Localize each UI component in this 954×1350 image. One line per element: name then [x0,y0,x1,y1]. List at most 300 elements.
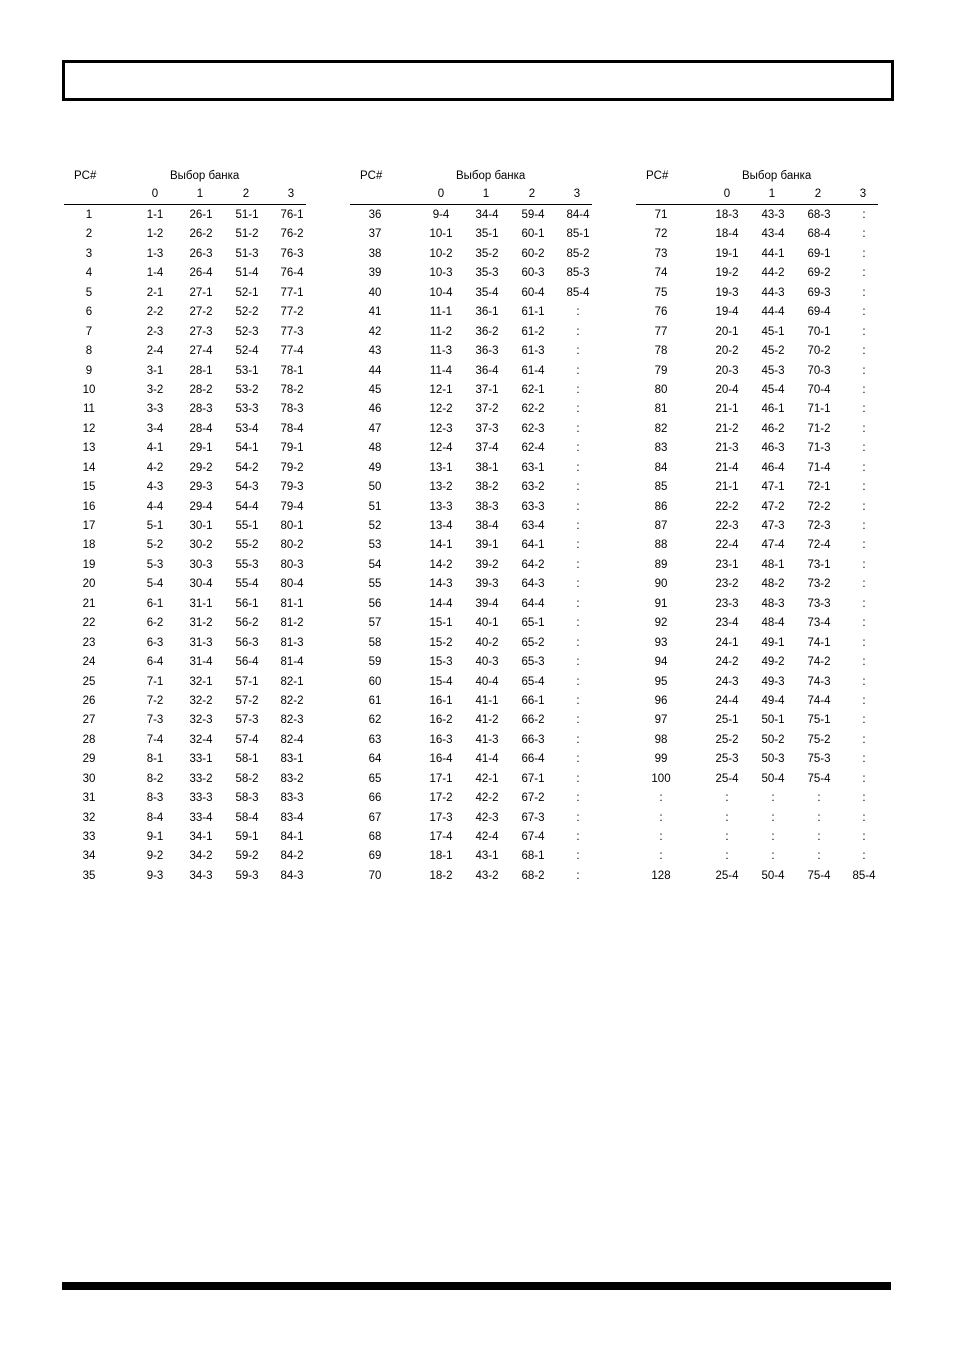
bank-0-value: 19-4 [715,306,739,319]
bank-3-value: : [862,461,866,474]
pc-number: 73 [654,247,668,260]
table-row [636,381,878,400]
bank-0-value: 4-4 [146,500,164,513]
pc-number: 98 [654,733,668,746]
bank-2-value: 67-2 [521,792,545,805]
bank-1-value: 41-4 [475,753,499,766]
pc-number: 46 [368,403,382,416]
bank-3-value: : [576,403,580,416]
bank-1-value: 29-4 [189,500,213,513]
table-row [350,459,592,478]
pc-number: : [659,850,663,863]
bank-0-value: 7-1 [146,675,164,688]
bank-3-value: 82-3 [280,714,304,727]
bank-0-value: 13-3 [429,500,453,513]
pc-number: 82 [654,422,668,435]
table-row [64,381,306,400]
table-row [64,847,306,866]
pc-number: 49 [368,461,382,474]
bank-3-value: : [576,520,580,532]
bank-select-header: Выбор банка [170,170,240,182]
bank-2-value: 60-2 [521,247,545,260]
bank-1-value: 39-1 [475,539,499,552]
bank-0-value: 16-3 [429,733,453,746]
bank-2-value: 58-4 [235,811,259,824]
bank-1-value: : [771,792,775,805]
bank-0-value: 4-3 [146,481,164,494]
bank-0-value: 6-3 [146,636,164,649]
table-row [636,362,878,381]
pc-number: 99 [654,753,668,766]
bank-3-value: 80-3 [280,558,304,571]
table-row [636,770,878,789]
bank-3-value: 76-2 [280,228,304,241]
bank-3-value: 81-2 [280,617,304,630]
pc-number: 27 [82,714,96,727]
bank-0-value: 4-1 [146,442,164,455]
table-row [636,536,878,555]
pc-number: 68 [368,831,382,843]
bank-3-value: : [576,772,580,785]
bank-0-value: 9-4 [432,209,450,221]
bank-0-value: 16-2 [429,714,453,727]
bank-3-value: : [862,286,866,299]
table-rows [350,206,592,886]
bank-0-value: 18-1 [429,850,453,863]
bank-0-value: 12-4 [429,442,453,455]
bank-0-value: 14-3 [429,578,453,591]
bank-2-value: 69-1 [807,247,831,260]
bank-3-value: 77-4 [280,345,304,358]
bank-0-value: 25-3 [715,753,739,766]
bank-2-value: 65-3 [521,656,545,669]
pc-number: 53 [368,539,382,552]
bank-1-value: 38-2 [475,481,499,494]
bank-3-value: : [576,656,580,669]
bank-0-value: 2-1 [146,286,164,299]
pc-number: 56 [368,597,382,610]
bank-1-value: 38-1 [475,461,499,474]
pc-number: 64 [368,753,382,766]
bank-0-value: 6-4 [146,656,164,669]
bank-2-value: 68-1 [521,850,545,863]
bank-3-value: : [862,500,866,513]
bank-1-value: 38-3 [475,500,499,513]
bank-3-value: : [862,558,866,571]
bank-1-value: 39-3 [475,578,499,591]
bank-0-value: 14-2 [429,558,453,571]
bank-3-value: : [576,753,580,766]
table-row [636,750,878,769]
table-column-3 [636,168,878,886]
table-row [64,614,306,633]
pc-number: 96 [654,694,668,707]
bank-select-header: Выбор банка [456,170,526,182]
pc-header: PC# [646,170,669,182]
pc-number: 92 [654,617,668,630]
bank-2-value: 61-1 [521,306,545,319]
bank-3-value: : [576,442,580,455]
table-row [350,439,592,458]
bank-1-value: 31-1 [189,597,213,610]
bank-0-value: 20-4 [715,383,739,396]
pc-number: 10 [82,383,96,396]
pc-number: 69 [368,850,382,863]
pc-number: 76 [654,306,668,319]
table-row [350,673,592,692]
bank-1-value: 34-1 [189,831,213,843]
bank-2-value: 60-4 [521,286,545,299]
bank-2-value: 54-3 [235,481,259,494]
pc-number: 15 [82,481,96,494]
pc-number: 61 [368,694,382,707]
pc-number: 78 [654,345,668,358]
bank-3-value: 76-1 [280,209,304,221]
pc-number: 57 [368,617,382,630]
bank-0-value: 2-4 [146,345,164,358]
table-row [350,847,592,866]
bank-1-value: 42-4 [475,831,499,843]
bank-1-value: 40-1 [475,617,499,630]
bank-0-value: 19-3 [715,286,739,299]
bank-0-value: 23-4 [715,617,739,630]
bank-2-value: 69-2 [807,267,831,280]
bank-1-value: 37-2 [475,403,499,416]
bank-1-value: 35-1 [475,228,499,241]
bank-0-value: 18-4 [715,228,739,241]
table-row [636,225,878,244]
bank-col-2: 2 [528,188,536,200]
pc-number: 3 [85,247,93,260]
table-row [64,225,306,244]
table-row [636,614,878,633]
table-row [636,420,878,439]
bank-2-value: 53-3 [235,403,259,416]
pc-number: 81 [654,403,668,416]
pc-number: 54 [368,558,382,571]
bank-0-value: 12-1 [429,383,453,396]
table-row [350,809,592,828]
bank-3-value: : [862,345,866,358]
bank-3-value: 82-1 [280,675,304,688]
bank-1-value: 29-1 [189,442,213,455]
pc-number: 50 [368,481,382,494]
pc-number: 5 [85,286,93,299]
bank-3-value: 81-1 [280,597,304,610]
table-row [350,595,592,614]
bank-1-value: 47-1 [761,481,785,494]
bank-3-value: : [862,753,866,766]
bank-3-value: 78-1 [280,364,304,377]
pc-number: 38 [368,247,382,260]
table-row [64,575,306,594]
bank-3-value: 78-2 [280,383,304,396]
table-row [64,867,306,886]
bank-2-value: : [817,792,821,805]
bank-2-value: 72-1 [807,481,831,494]
pc-number: 94 [654,656,668,669]
bank-2-value: : [817,831,821,843]
bank-3-value: 79-1 [280,442,304,455]
pc-number: : [659,792,663,805]
bank-2-value: 71-1 [807,403,831,416]
bank-1-value: 32-4 [189,733,213,746]
bank-0-value: 20-2 [715,345,739,358]
bank-3-value: 80-2 [280,539,304,552]
bank-0-value: 20-3 [715,364,739,377]
bank-1-value: 30-3 [189,558,213,571]
bank-3-value: : [862,694,866,707]
bank-2-value: 73-3 [807,597,831,610]
table-row [636,206,878,225]
bank-1-value: 31-4 [189,656,213,669]
bank-2-value: 52-4 [235,345,259,358]
pc-number: 86 [654,500,668,513]
bank-1-value: 30-2 [189,539,213,552]
bank-1-value: 50-1 [761,714,785,727]
bank-1-value: 49-1 [761,636,785,649]
bank-1-value: 39-2 [475,558,499,571]
bank-3-value: : [576,306,580,319]
bank-1-value: 29-3 [189,481,213,494]
bank-0-value: 15-4 [429,675,453,688]
bank-0-value: 25-4 [715,772,739,785]
bank-1-value: 44-3 [761,286,785,299]
bank-3-value: 76-4 [280,267,304,280]
table-row [350,692,592,711]
bank-0-value: 9-1 [146,831,164,843]
table-rows [636,206,878,886]
bank-2-value: 62-3 [521,422,545,435]
table-row [64,459,306,478]
bank-2-value: 61-2 [521,325,545,338]
bank-2-value: 67-1 [521,772,545,785]
pc-number: 84 [654,461,668,474]
bank-1-value: 35-3 [475,267,499,280]
bank-0-value: 10-2 [429,247,453,260]
bank-3-value: 85-3 [566,267,590,280]
bank-1-value: 38-4 [475,520,499,532]
table-row [350,575,592,594]
bank-0-value: 21-2 [715,422,739,435]
pc-number: 77 [654,325,668,338]
bank-0-value: 21-1 [715,403,739,416]
bank-2-value: 51-2 [235,228,259,241]
bank-1-value: 41-2 [475,714,499,727]
table-row [64,342,306,361]
bank-0-value: 19-1 [715,247,739,260]
bank-3-value: : [576,869,580,882]
table-row [350,323,592,342]
bank-3-value: 79-3 [280,481,304,494]
table-row [350,420,592,439]
table-row [636,789,878,808]
bank-2-value: 53-1 [235,364,259,377]
bank-0-value: 24-4 [715,694,739,707]
bank-0-value: 7-2 [146,694,164,707]
bank-3-value: : [862,209,866,221]
table-row [350,245,592,264]
bank-0-value: 19-2 [715,267,739,280]
bank-2-value: 66-3 [521,733,545,746]
bank-2-value: 64-3 [521,578,545,591]
pc-header: PC# [74,170,97,182]
table-row [636,867,878,886]
bank-0-value: 11-2 [429,325,453,338]
bank-1-value: 43-1 [475,850,499,863]
bank-0-value: 15-2 [429,636,453,649]
bank-1-value: 47-2 [761,500,785,513]
table-row [350,770,592,789]
bank-3-value: : [576,694,580,707]
pc-number: 32 [82,811,96,824]
bank-3-value: : [576,500,580,513]
pc-number: 59 [368,656,382,669]
bank-1-value: 34-4 [475,209,499,221]
bank-1-value: 42-3 [475,811,499,824]
bank-3-value: : [862,733,866,746]
table-row [350,750,592,769]
pc-number: : [659,811,663,824]
pc-number: 93 [654,636,668,649]
pc-number: 128 [651,869,671,882]
bank-0-value: 16-4 [429,753,453,766]
bank-0-value: 1-4 [146,267,164,280]
bank-2-value: 68-2 [521,869,545,882]
table-row [350,206,592,225]
bank-2-value: 75-4 [807,869,831,882]
bank-3-value: : [862,247,866,260]
bank-0-value: 3-3 [146,403,164,416]
bank-3-value: 85-4 [566,286,590,299]
pc-number: 58 [368,636,382,649]
bank-1-value: 32-3 [189,714,213,727]
bank-3-value: : [862,539,866,552]
table-header [636,168,878,186]
pc-number: 12 [82,422,96,435]
pc-number: 67 [368,811,382,824]
bank-3-value: : [862,364,866,377]
pc-number: 19 [82,558,96,571]
bank-1-value: 37-4 [475,442,499,455]
table-row [350,362,592,381]
bank-3-value: 83-4 [280,811,304,824]
bank-3-value: 81-4 [280,656,304,669]
bank-0-value: 6-2 [146,617,164,630]
bank-2-value: 59-3 [235,869,259,882]
bank-2-value: 74-1 [807,636,831,649]
table-row [636,303,878,322]
bank-1-value: 27-1 [189,286,213,299]
bank-0-value: 24-1 [715,636,739,649]
pc-number: 41 [368,306,382,319]
table-row [64,750,306,769]
pc-number: 8 [85,345,93,358]
pc-number: 45 [368,383,382,396]
bank-2-value: 73-2 [807,578,831,591]
pc-number: 75 [654,286,668,299]
pc-number: 20 [82,578,96,591]
pc-number: 100 [651,772,671,785]
table-row [636,323,878,342]
bank-1-value: 33-3 [189,792,213,805]
bank-0-value: 8-3 [146,792,164,805]
table-row [636,711,878,730]
table-row [350,653,592,672]
bank-3-value: : [862,403,866,416]
bank-1-value: 49-3 [761,675,785,688]
bank-1-value: : [771,811,775,824]
bank-1-value: 45-3 [761,364,785,377]
bank-2-value: : [817,811,821,824]
bank-2-value: 59-2 [235,850,259,863]
bank-col-0: 0 [151,188,159,200]
bank-3-value: : [576,675,580,688]
bank-2-value: 64-4 [521,597,545,610]
bank-2-value: 53-4 [235,422,259,435]
bank-1-value: 34-2 [189,850,213,863]
bank-3-value: 82-4 [280,733,304,746]
bank-2-value: 74-2 [807,656,831,669]
table-row [636,575,878,594]
bank-subheader [636,186,878,205]
bank-1-value: 41-1 [475,694,499,707]
bank-0-value: 9-3 [146,869,164,882]
bank-3-value: : [862,422,866,435]
bank-1-value: 42-2 [475,792,499,805]
table-row [350,634,592,653]
bank-0-value: 17-1 [429,772,453,785]
bank-2-value: 61-4 [521,364,545,377]
table-row [350,828,592,847]
bank-3-value: 77-3 [280,325,304,338]
bank-1-value: 48-3 [761,597,785,610]
table-row [350,264,592,283]
bank-2-value: 65-1 [521,617,545,630]
table-row [636,498,878,517]
bank-3-value: : [576,617,580,630]
bank-1-value: 45-1 [761,325,785,338]
bank-0-value: 11-3 [429,345,453,358]
pc-number: 39 [368,267,382,280]
bank-1-value: 50-4 [761,772,785,785]
pc-number: 60 [368,675,382,688]
bank-col-3: 3 [287,188,295,200]
bank-2-value: 69-3 [807,286,831,299]
pc-number: 14 [82,461,96,474]
bank-3-value: : [576,345,580,358]
bank-0-value: 21-3 [715,442,739,455]
pc-number: 30 [82,772,96,785]
bank-3-value: : [576,792,580,805]
bank-0-value: 3-4 [146,422,164,435]
pc-number: 1 [85,209,93,221]
bank-3-value: : [862,811,866,824]
pc-number: 34 [82,850,96,863]
bank-0-value: 17-4 [429,831,453,843]
bank-0-value: 12-3 [429,422,453,435]
bank-0-value: 3-2 [146,383,164,396]
bank-0-value: 3-1 [146,364,164,377]
bank-2-value: 70-3 [807,364,831,377]
bank-col-3: 3 [859,188,867,200]
bank-2-value: 54-2 [235,461,259,474]
table-row [350,303,592,322]
bank-1-value: 30-4 [189,578,213,591]
bank-2-value: 55-4 [235,578,259,591]
bank-select-header: Выбор банка [742,170,812,182]
bank-3-value: : [576,481,580,494]
